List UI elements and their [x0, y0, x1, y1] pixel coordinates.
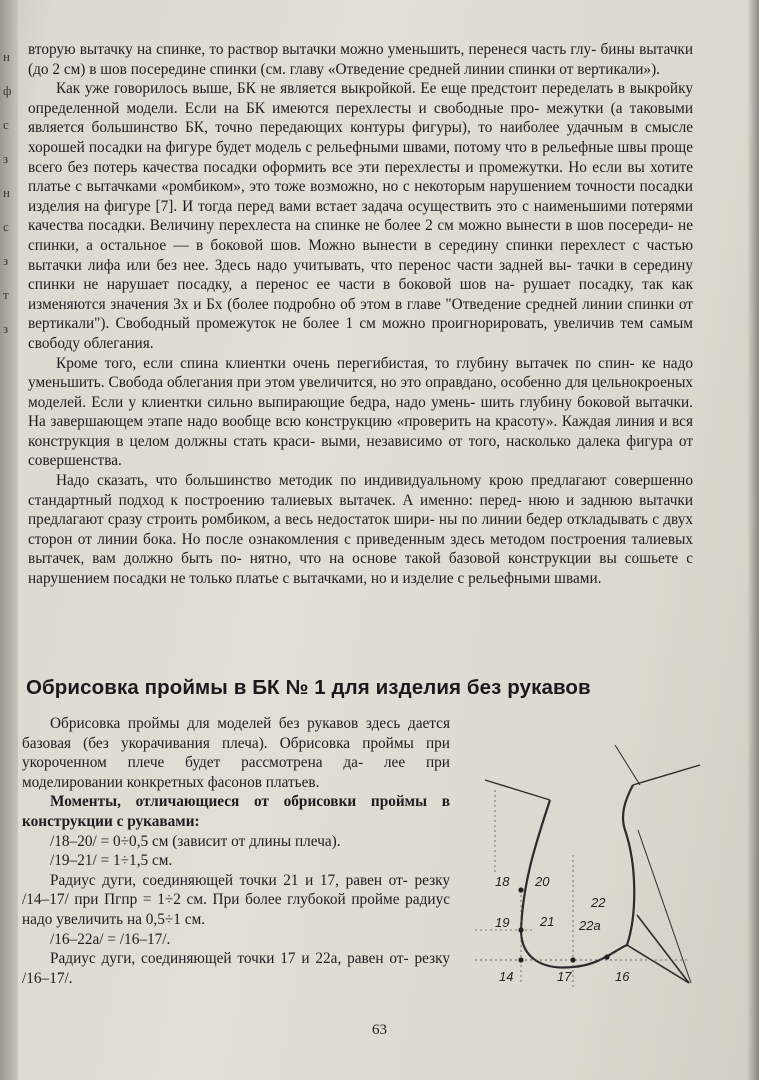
text-line: Кроме того, если спина клиентки очень перегибистая, то глубину вытачек по спин- — [56, 354, 635, 372]
point-22a — [604, 954, 609, 959]
text-line: не только платье с вытачками, но и изделие с рельефными швами. — [170, 570, 602, 588]
text-line: Надо сказать, что большинство методик по индивидуальному крою предлагают — [56, 472, 607, 490]
label-14: 14 — [499, 969, 514, 984]
radius-paragraph-1 — [22, 871, 450, 930]
text-line: рушает посадку, так как изменяются значения 3х и Бх (более подробно об этом в главе — [28, 276, 694, 313]
text-line: для цельнокроеных моделей. Если у клиентки сильно выпирающие бедра, надо умень- — [28, 374, 694, 411]
text-line: то наиболее удачным в смысле хорошей посадки на фигуре будет модель с рельефными — [28, 119, 694, 156]
page-binding-shadow — [0, 0, 18, 1080]
text-line: "Отведение средней линии спинки от вертикали"). Свободный промежуток не более 1 см — [28, 295, 693, 333]
front-armhole-curve — [573, 785, 634, 967]
point-21 — [518, 927, 523, 932]
page-number: 63 — [372, 1022, 387, 1038]
text-line: проймы при укороченном плече будет рассмотрена да- — [22, 734, 450, 772]
label-21: 21 — [540, 914, 555, 929]
text-line: посадки. Величину перехлеста на спинке не более 2 см можно вынести в шов посереди- — [88, 217, 674, 235]
text-line: не спинки, а остальное — в боковой шов. Можно вынести в середину спинки перехлест — [28, 217, 693, 254]
text-line: Радиус дуги, соединяющей точки 21 и 17, равен от- — [50, 871, 408, 889]
label-16: 16 — [615, 969, 630, 984]
binding-mark: т — [3, 287, 9, 302]
text-line: нятно, что на основе такой базовой конструкции вы сошьете с нарушением посадки — [28, 550, 694, 588]
text-line: ке надо уменьшить. Свобода облегания при этом увеличится, но это оправдано, особенно — [28, 354, 693, 392]
main-text — [28, 40, 693, 589]
text-line: резку /14–17/ при Пгпр = 1÷2 см. При более глубокой — [22, 871, 450, 909]
text-line: тачки в середину спинки не нарушает посадку, а перенос ее части в боковой шов на- — [28, 256, 693, 294]
text-line: резку /16–17/. — [22, 950, 450, 987]
armhole-diagram — [475, 745, 705, 1000]
body-paragraph — [28, 471, 693, 589]
point-14 — [518, 957, 523, 962]
binding-mark: з — [3, 321, 9, 336]
binding-mark: н — [3, 49, 10, 64]
label-22: 22 — [591, 895, 606, 910]
radius-paragraph-2 — [22, 949, 450, 988]
label-22a: 22а — [579, 918, 601, 933]
text-line: совершенно стандартный подход к построению талиевых вытачек. А именно: перед- — [28, 472, 693, 509]
binding-mark: н — [3, 185, 10, 200]
bold-subheading — [22, 792, 450, 831]
label-18: 18 — [495, 874, 510, 889]
binding-mark: з — [3, 253, 9, 268]
text-line: можно проигнорировать, увеличив тем самым свободу облегания. — [28, 315, 693, 352]
text-line: бины вытачки (до 2 см) в шов посередине спинки (см. главу «Отведение средней линии — [28, 41, 694, 78]
text-line: тоже возможно, но с некоторым нарушением точности посадки изделия на фигуре [7]. — [28, 178, 693, 215]
text-line: нюю и заднюю вытачки предлагают сразу строить ромбиком, а весь недостаток шири- — [28, 491, 694, 529]
formula-19-21: /19–21/ = 1÷1,5 см. — [50, 852, 173, 870]
side-dart-lower — [637, 915, 689, 983]
text-line: швами, потому что в рельефные швы проще всего без потерь качества посадки оформить — [28, 138, 693, 176]
front-neck-guide — [615, 745, 640, 785]
text-line: ны по линии бедер откладывать с двух сторон от линии бока. Но после ознакомления — [28, 511, 694, 548]
point-17 — [570, 957, 575, 962]
front-shoulder-line — [633, 765, 700, 785]
label-17: 17 — [557, 969, 572, 984]
text-line: в выкройку определенной модели. Если на БК имеются перехлесты и свободные про- — [28, 80, 693, 117]
text-line: пройме радиус надо увеличить на 0,5÷1 см. — [22, 891, 451, 928]
text-line: Обрисовка проймы для моделей без рукавов здесь — [50, 715, 401, 732]
text-line: Радиус дуги, соединяющей точки 17 и 22а, равен от- — [50, 950, 409, 968]
text-line: все эти перехлесты и промежутки. Но если вы хотите платье с вытачками «ромбиком», это — [28, 158, 693, 196]
text-line: лее при моделировании конкретных фасонов платьев. — [22, 754, 450, 791]
text-line: шить глубину боковой вытачки. На завершающем этапе надо вообще всю конструкцию — [28, 393, 694, 431]
text-line: «проверить на красоту». Каждая линия и вся конструкция в целом должны стать краси- — [28, 413, 694, 450]
text-line: в конструкции с рукавами: — [22, 793, 451, 830]
body-paragraph — [28, 354, 693, 472]
binding-mark: с — [3, 117, 9, 132]
text-line: межутки (а таковыми является большинство БК, точно передающих контуры фигуры), — [28, 99, 693, 137]
body-paragraph — [28, 40, 693, 79]
text-line: спинки от вертикали»). — [508, 60, 660, 78]
section-heading: Обрисовка проймы в БК № 1 для изделия без рукавов — [26, 676, 591, 699]
text-line: вторую вытачку на спинке, то раствор вытачки можно уменьшить, перенеся часть глу- — [28, 41, 597, 58]
body-paragraph — [28, 79, 693, 353]
text-line: Как уже говорилось выше, БК не является выкройкой. Ее еще предстоит переделать — [56, 80, 614, 98]
text-line: с приведенным здесь методом построения талиевых вытачек, вам должно быть по- — [28, 530, 693, 568]
text-line: дается базовая (без укорачивания плеча). Обрисовка — [22, 715, 450, 752]
text-line: с частью вытачки лифа или без нее. Здесь надо учитывать, что перенос части задней вы- — [28, 236, 693, 274]
formula-16-22a: /16–22а/ = /16–17/. — [50, 930, 171, 948]
page-edge-shadow — [747, 0, 759, 1080]
text-line: И тогда перед вами встает задача осуществить это с наименьшими потерями качества — [28, 197, 694, 235]
point-20 — [518, 887, 523, 892]
binding-mark: ф — [3, 83, 12, 98]
label-20: 20 — [535, 874, 550, 889]
binding-mark: з — [3, 151, 9, 166]
text-line: Моменты, отличающиеся от обрисовки проймы — [50, 793, 428, 811]
lower-text — [22, 714, 450, 988]
intro-paragraph — [22, 714, 450, 792]
text-line: выми, независимо от того, насколько далека фигура от совершенства. — [28, 432, 694, 470]
binding-marks — [3, 40, 17, 346]
formula-18-20: /18–20/ = 0÷0,5 см (зависит от длины плеча). — [50, 832, 341, 850]
label-19: 19 — [495, 915, 510, 930]
binding-mark: с — [3, 219, 9, 234]
